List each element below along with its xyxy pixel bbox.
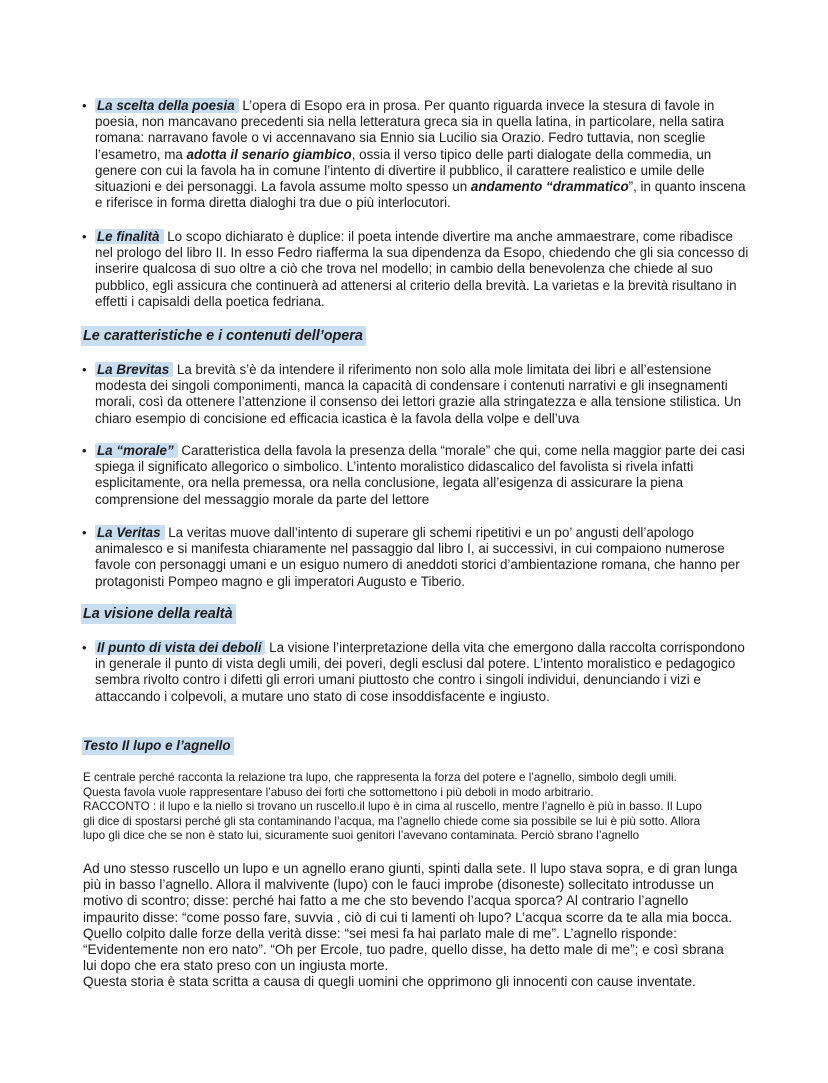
bullet-label: La “morale” xyxy=(95,443,178,458)
bullet-label: La Brevitas xyxy=(95,362,173,377)
bullet-finalita: • Le finalità Lo scopo dichiarato è duplice: il poeta intende divertire ma anche ammaestrare, come ribadisce nel prologo del libro II. In esso Fedro riafferma la sua dipendenza da Esopo, chiedendo che gli sia concesso di inserire qualcosa di suo oltre a ciò che trova nel modello; in cambio della benevolenza che chiede al suo pubblico, egli assicura che continuerà ad attenersi al criterio della brevità. La varietas e la brevità risultano in effetti i capisaldi della poetica fedriana. xyxy=(82,229,749,309)
story-line: lui dopo che era stato preso con un ingiusta morte. xyxy=(83,958,389,974)
bullet-marker: • xyxy=(82,362,87,377)
bullet-marker: • xyxy=(82,443,87,458)
section-heading-visione: La visione della realtà xyxy=(81,604,236,624)
note-line: E centrale perché racconta la relazione tra lupo, che rappresenta la forza del potere e l’agnello, simbolo degli umili. xyxy=(83,771,677,784)
bullet-label: La Veritas xyxy=(95,525,165,540)
bullet-marker: • xyxy=(82,229,87,244)
bullet-morale: • La “morale” Caratteristica della favola la presenza della “morale” che qui, come nella maggior parte dei casi spiega il significato allegorico o simbolico. L’intento moralistico didascalico del favolista si rivela infatti esplicitamente, ora nella premessa, ora nella conclusione, legata all’esigenza di assicurare la piena comprensione del messaggio morale da parte del lettore xyxy=(82,443,745,507)
story-line: Ad uno stesso ruscello un lupo e un agnello erano giunti, spinti dalla sete. Il lupo stava sopra, e di gran lunga xyxy=(83,861,738,876)
bullet-brevitas: • La Brevitas La brevità s’è da intendere il riferimento non solo alla mole limitata dei libri e all’estensione modesta dei singoli componimenti, manca la capacità di condensare i contenuti narrativi e gli insegnamenti morali, così da ottenere l’attenzione il consenso dei lettori grazie alla stringatezza e alla tensione stilistica. Un chiaro esempio di concisione ed efficacia icastica è la favola della volpe e dell’uva xyxy=(82,362,742,426)
bullet-marker: • xyxy=(82,640,87,655)
bullet-label: La scelta della poesia xyxy=(95,98,239,113)
note-line: RACCONTO : il lupo e la niello si trovano un ruscello.il lupo è in cima al ruscello, mentre l’agnello è più in basso. Il Lupo xyxy=(83,800,702,814)
bullet-marker: • xyxy=(82,525,87,540)
bullet-scelta-poesia: • La scelta della poesia L’opera di Esopo era in prosa. Per quanto riguarda invece la stesura di favole in poesia, non mancavano precedenti sia nella letteratura greca sia in quella latina, in particolare, nella satira romana: narravano favole o vi accennavano sia Ennio sia Lucilio sia Orazio. Fedro tuttavia, non sceglie l’esametro, ma adotta il senario giambico, ossia il verso tipico delle parti dialogate della commedia, un genere con cui la favola ha in comune l’intento di divertire il pubblico, il carattere realistico e umile delle situazioni e dei personaggi. La favola assume molto spesso un andamento “drammatico”, in quanto inscena e riferisce in forma diretta dialoghi tra due o più interlocutori. xyxy=(82,98,746,211)
story-block xyxy=(83,861,753,991)
note-line: gli dice di spostarsi perché gli sta contaminando l’acqua, ma l’agnello chiede come sia possibile se lui è più sotto. Allora xyxy=(83,814,701,828)
bullet-deboli: • Il punto di vista dei deboli La visione l’interpretazione della vita che emergono dalla raccolta corrispondono in generale il punto di vista degli umili, dei poveri, degli esclusi dal potere. L’intento moralistico e pedagogico sembra rivolto contro i difetti gli errori umani piuttosto che contro i singoli individui, denunciando i vizi e attaccando i colpevoli, a mutare uno stato di cose insoddisfacente e ingiusto. xyxy=(82,640,745,704)
section-heading-testo: Testo Il lupo e l’agnello xyxy=(82,737,234,755)
story-line: Questa storia è stata scritta a causa di quegli uomini che opprimono gli innocenti con cause inventate. xyxy=(83,974,696,990)
story-line: impaurito disse: “come posso fare, suvvia , ciò di cui ti lamenti oh lupo? L’acqua scorre da te alla mia bocca. xyxy=(83,909,733,925)
bullet-label: Il punto di vista dei deboli xyxy=(95,640,265,655)
bullet-label: Le finalità xyxy=(95,229,164,244)
story-line: “Evidentemente non ero nato”. “Oh per Ercole, tuo padre, quello disse, ha detto male di me”; e così sbrana xyxy=(83,942,724,958)
story-line: più in basso l’agnello. Allora il malvivente (lupo) con le fauci improbe (disoneste) sollecitato introdusse un xyxy=(83,877,714,893)
note-line: lupo gli dice che se non è stato lui, sicuramente suoi genitori l’avevano contaminata. Perciò sbrano l’agnello xyxy=(83,829,640,843)
bullet-veritas: • La Veritas La veritas muove dall’intento di superare gli schemi ripetitivi e un po’ angusti dell’apologo animalesco e si manifesta chiaramente nel passaggio dal libro I, ai successivi, in cui compaiono numerose favole con personaggi umani e un esiguo numero di aneddoti storici d’ambientazione romana, che hanno per protagonisti Pompeo magno e gli imperatori Augusto e Tiberio. xyxy=(82,525,740,589)
section-heading-caratteristiche: Le caratteristiche e i contenuti dell’opera xyxy=(81,326,366,346)
story-line: Quello colpito dalle forze della verità disse: “sei mesi fa hai parlato male di me”. L’agnello risponde: xyxy=(83,925,677,941)
notes-block xyxy=(83,771,753,844)
story-line: motivo di scontro; disse: perché hai fatto a me che sto bevendo l’acqua sporca? Al contrario l’agnello xyxy=(83,893,689,909)
note-line: Questa favola vuole rappresentare l’abuso dei forti che sottomettono i più deboli in modo arbitrario. xyxy=(83,785,594,799)
bullet-marker: • xyxy=(82,98,87,113)
